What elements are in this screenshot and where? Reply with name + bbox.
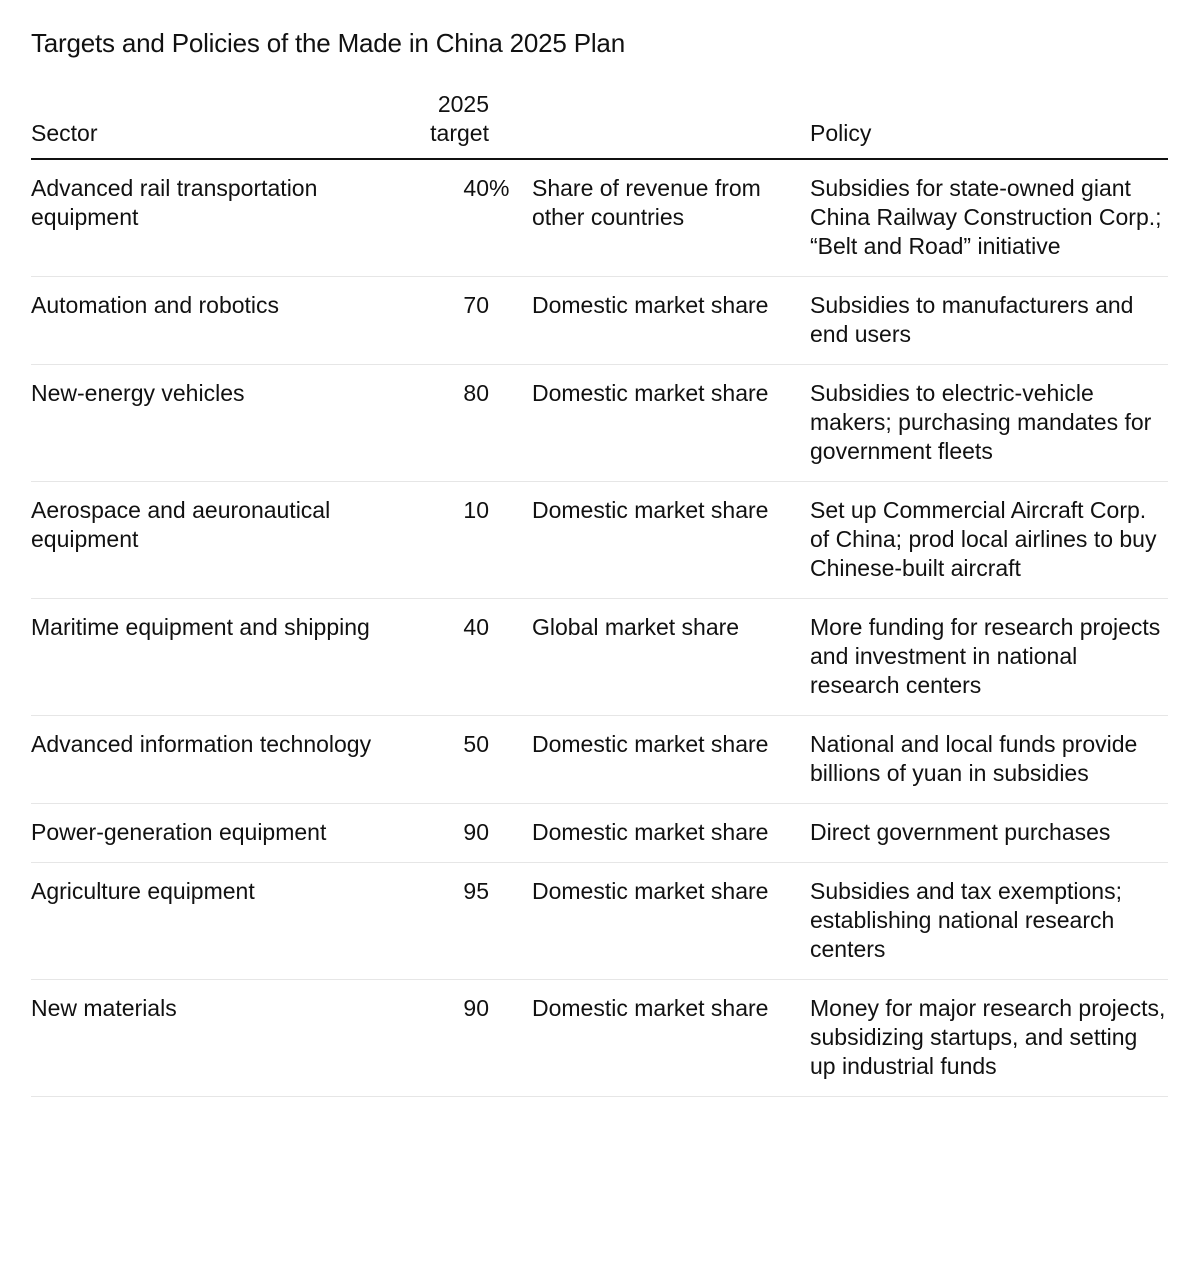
target-cell — [386, 980, 490, 1097]
table-row — [31, 716, 1168, 804]
table-row — [31, 159, 1168, 277]
header-row — [31, 90, 1168, 159]
policy-cell: Direct government purchases — [801, 804, 1168, 863]
sector-cell: New materials — [31, 980, 386, 1097]
page-title: Targets and Policies of the Made in China 2025 Plan — [31, 28, 625, 58]
table-row — [31, 980, 1168, 1097]
table-body — [31, 159, 1168, 1097]
target-value: 95 — [463, 878, 489, 904]
metric-cell: Domestic market share — [490, 277, 801, 365]
policy-cell: Subsidies and tax exemptions; establishing national research centers — [801, 863, 1168, 980]
policy-cell: Subsidies for state-owned giant China Railway Construction Corp.; “Belt and Road” initiative — [801, 159, 1168, 277]
table-row — [31, 277, 1168, 365]
target-cell — [386, 804, 490, 863]
metric-cell: Domestic market share — [490, 482, 801, 599]
sector-cell: Advanced information technology — [31, 716, 386, 804]
metric-cell: Domestic market share — [490, 716, 801, 804]
table-row — [31, 482, 1168, 599]
table-row — [31, 804, 1168, 863]
policy-cell: Money for major research projects, subsidizing startups, and setting up industrial funds — [801, 980, 1168, 1097]
target-cell — [386, 159, 510, 277]
target-cell — [386, 365, 490, 482]
metric-cell: Global market share — [490, 599, 801, 716]
policy-cell: Subsidies to electric-vehicle makers; purchasing mandates for government fleets — [801, 365, 1168, 482]
table-row — [31, 599, 1168, 716]
metric-cell: Domestic market share — [490, 804, 801, 863]
target-cell — [386, 599, 490, 716]
column-header-policy: Policy — [801, 90, 1168, 159]
target-unit: % — [489, 175, 510, 201]
table-header — [31, 90, 1168, 159]
target-value: 40 — [463, 614, 489, 640]
sector-cell: Agriculture equipment — [31, 863, 386, 980]
target-cell — [386, 716, 490, 804]
target-value: 10 — [463, 497, 489, 523]
table-row — [31, 863, 1168, 980]
policy-cell: National and local funds provide billions of yuan in subsidies — [801, 716, 1168, 804]
target-value: 50 — [463, 731, 489, 757]
policy-table — [31, 90, 1168, 1097]
metric-cell: Domestic market share — [490, 863, 801, 980]
target-value: 40 — [463, 175, 489, 201]
sector-cell: New-energy vehicles — [31, 365, 386, 482]
metric-cell: Share of revenue from other countries — [490, 159, 801, 277]
column-header-sector: Sector — [31, 90, 386, 159]
target-value: 90 — [463, 995, 489, 1021]
column-header-metric — [490, 90, 801, 159]
target-value: 80 — [463, 380, 489, 406]
sector-cell: Power-generation equipment — [31, 804, 386, 863]
metric-cell: Domestic market share — [490, 980, 801, 1097]
policy-cell: More funding for research projects and investment in national research centers — [801, 599, 1168, 716]
policy-cell: Subsidies to manufacturers and end users — [801, 277, 1168, 365]
column-header-target-year: 2025 — [437, 91, 489, 117]
target-value: 90 — [463, 819, 489, 845]
metric-cell: Domestic market share — [490, 365, 801, 482]
column-header-target-label: target — [430, 120, 489, 146]
policy-cell: Set up Commercial Aircraft Corp. of China; prod local airlines to buy Chinese-built aircraft — [801, 482, 1168, 599]
target-value: 70 — [463, 292, 489, 318]
sector-cell: Maritime equipment and shipping — [31, 599, 386, 716]
target-cell — [386, 482, 490, 599]
sector-cell: Advanced rail transportation equipment — [31, 159, 386, 277]
table-row — [31, 365, 1168, 482]
column-header-target — [386, 90, 490, 159]
target-cell — [386, 863, 490, 980]
sector-cell: Aerospace and aeuronautical equipment — [31, 482, 386, 599]
sector-cell: Automation and robotics — [31, 277, 386, 365]
target-cell — [386, 277, 490, 365]
